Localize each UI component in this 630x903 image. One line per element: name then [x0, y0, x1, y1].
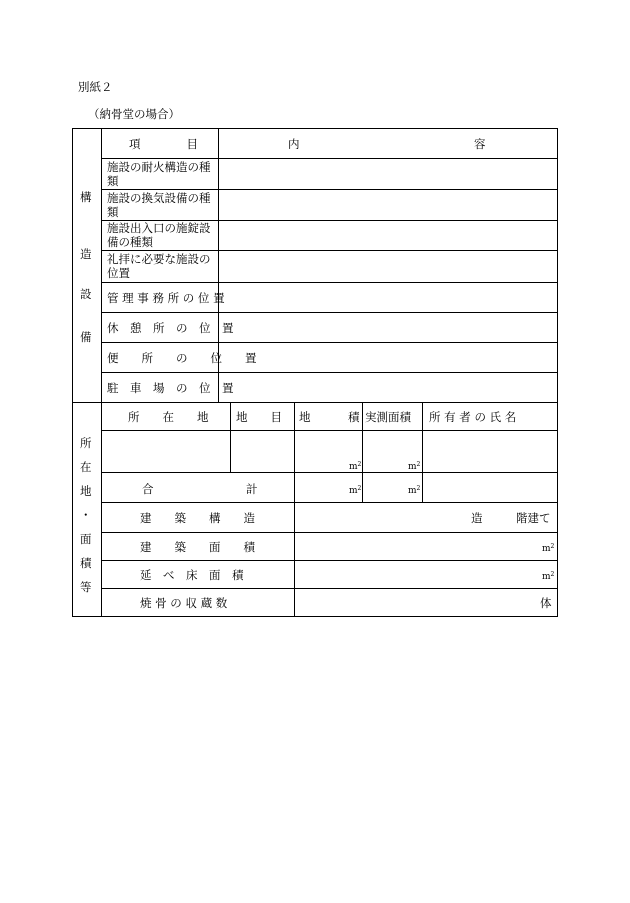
side-label-seki: 積: [80, 556, 92, 570]
value-building-structure-zou: 造: [471, 511, 483, 525]
side-label-sho: 所: [80, 436, 92, 450]
col-header-location: 所 在 地: [128, 410, 209, 424]
application-form-table: [72, 128, 558, 617]
row-total-floor-area: 延 べ 床 面 積: [140, 568, 244, 582]
attachment-number: 別紙２: [78, 80, 113, 94]
row-building-structure: 建 築 構 造: [140, 511, 255, 525]
row-entrance-lock: 施設出入口の施錠設備の種類: [107, 221, 211, 249]
col-header-land-type: 地 目: [236, 410, 282, 424]
side-label-chi: 地: [80, 484, 92, 498]
side-label-zai: 在: [80, 460, 92, 474]
unit-building-area: $m^2$: [542, 543, 555, 554]
side-label-kou: 構: [80, 190, 92, 204]
unit-measured-area: $m^2$: [408, 461, 421, 472]
total-label-2: 計: [246, 482, 258, 496]
side-label-zou: 造: [80, 247, 92, 261]
unit-total-land-area: $m^2$: [349, 485, 362, 496]
col-header-owner-name: 所 有 者 の 氏 名: [429, 410, 517, 424]
unit-bone-storage-count: 体: [540, 596, 552, 610]
side-label-men: 面: [80, 532, 92, 546]
col-header-land-area-1: 地: [299, 410, 311, 424]
unit-total-measured-area: $m^2$: [408, 485, 421, 496]
side-label-bi: 備: [80, 330, 92, 344]
col-header-content-2: 容: [474, 137, 486, 151]
col-header-land-area-2: 積: [348, 410, 360, 424]
col-header-content-1: 内: [288, 137, 300, 151]
row-fireproof-structure: 施設の耐火構造の種類: [107, 160, 211, 188]
row-worship-facility: 礼拝に必要な施設の位置: [107, 252, 211, 280]
side-label-dot: ・: [80, 508, 92, 522]
unit-land-area: $m^2$: [349, 461, 362, 472]
unit-total-floor-area: $m^2$: [542, 571, 555, 582]
total-label-1: 合: [142, 482, 154, 496]
row-bone-storage-count: 焼 骨 の 収 蔵 数: [140, 596, 228, 610]
row-ventilation: 施設の換気設備の種類: [107, 191, 211, 219]
row-toilet: 便 所 の 位 置: [107, 351, 257, 365]
col-header-measured-area: 実測面積: [365, 410, 411, 424]
col-header-item: 項 目: [129, 137, 198, 151]
row-rest-area: 休 憩 所 の 位 置: [107, 321, 234, 335]
case-note: （納骨堂の場合）: [88, 107, 180, 121]
side-label-tou: 等: [80, 580, 92, 594]
side-label-setsu: 設: [80, 287, 92, 301]
row-management-office: 管 理 事 務 所 の 位 置: [107, 291, 225, 305]
row-parking: 駐 車 場 の 位 置: [107, 381, 234, 395]
value-building-structure-floors: 階建て: [516, 511, 551, 525]
row-building-area: 建 築 面 積: [140, 540, 255, 554]
